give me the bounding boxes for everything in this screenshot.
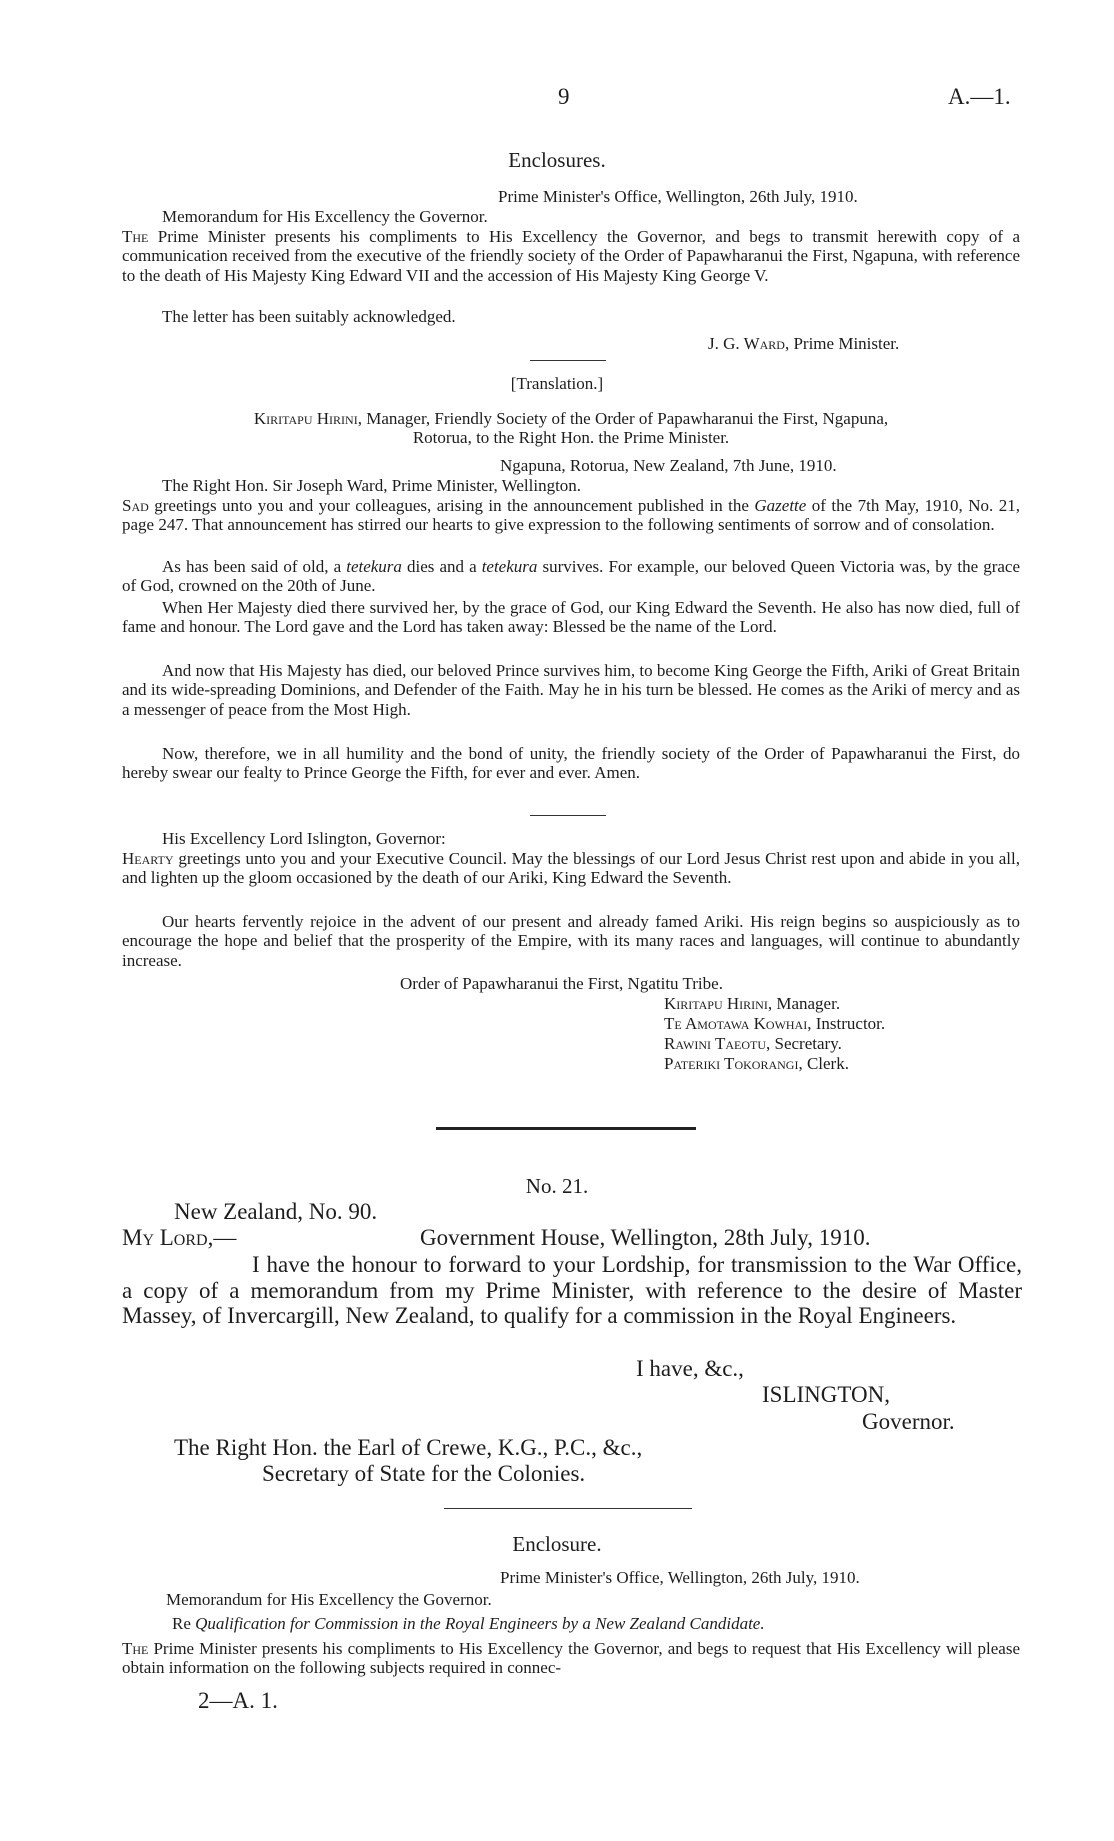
letter2-org-line: Order of Papawharanui the First, Ngatitu Tribe. — [400, 974, 723, 993]
enclosure-p1-text: Prime Minister presents his compliments to His Excellency the Governor, and begs to request that His Excellency will please obtain information on the following subjects required in connec- — [122, 1639, 1020, 1678]
signatory-name: Rawini Taeotu — [664, 1034, 767, 1053]
no21-body: I have the honour to forward to your Lordship, for transmission to the War Office, a copy of a memorandum from my Prime Minister, with reference to the desire of Master Massey, of Invercargill, New Zealand, to qualify for a commission in the Royal Engineers. — [122, 1252, 1022, 1329]
footer-signature-mark: 2—A. 1. — [198, 1688, 278, 1713]
letter2-signatory — [664, 1014, 885, 1033]
enclosure-re-line — [172, 1614, 765, 1633]
enclosures-para1-text: Prime Minister presents his compliments to His Excellency the Governor, and begs to transmit herewith copy of a communication received from the executive of the friendly society of the Order of Papawharanui the First, Ngapuna, with reference to the death of His Majesty King Edward VII and the accession of His Majesty King George V. — [122, 227, 1020, 285]
letter2-addressee: His Excellency Lord Islington, Governor: — [162, 829, 446, 848]
letter2-signatory — [664, 994, 840, 1013]
translation-paragraph-5: Now, therefore, we in all humility and the bond of unity, the friendly society of the Order of Papawharanui the First, do hereby swear our fealty to Prince George the Fifth, for ever and ever. Amen. — [122, 744, 1020, 783]
translation-addressee: The Right Hon. Sir Joseph Ward, Prime Minister, Wellington. — [162, 476, 582, 495]
signatory-role: , Secretary. — [766, 1034, 842, 1053]
enclosures-signature-name: J. G. Ward — [708, 334, 785, 353]
divider — [444, 1508, 692, 1509]
enclosure-dateline: Prime Minister's Office, Wellington, 26th July, 1910. — [500, 1568, 860, 1587]
signatory-name: Pateriki Tokorangi — [664, 1054, 799, 1073]
no21-dateline: Government House, Wellington, 28th July, 1910. — [420, 1225, 871, 1250]
translation-p1-a: greetings unto you and your colleagues, arising in the announcement published in the — [148, 496, 755, 515]
page-number: 9 — [558, 84, 570, 109]
section-divider — [436, 1127, 696, 1130]
translation-p1-b: of the 7th May, 1910, No. 21, page 247. That announcement has stirred our hearts to give expression to the following sentiments of sorrow and of consolation. — [122, 496, 1020, 535]
translation-paragraph-3: When Her Majesty died there survived her, by the grace of God, our King Edward the Seventh. He also has now died, full of fame and honour. The Lord gave and the Lord has taken away: Blessed be the name of the Lord. — [122, 598, 1020, 637]
translation-p1-lead: Sad — [122, 496, 149, 515]
translation-from-text-2: Rotorua, to the Right Hon. the Prime Minister. — [412, 428, 730, 448]
document-reference: A.—1. — [948, 84, 1011, 109]
translation-p2-c: survives. For example, our beloved Queen Victoria was, by the grace of God, crowned on the 20th of June. — [122, 557, 1020, 596]
enclosure-memo-to: Memorandum for His Excellency the Governor. — [166, 1590, 492, 1609]
signatory-name: Kiritapu Hirini — [664, 994, 768, 1013]
letter2-p1-lead: Hearty — [122, 849, 174, 868]
signatory-name: Te Amotawa Kowhai — [664, 1014, 808, 1033]
enclosures-signature — [708, 334, 899, 353]
translation-p1-gazette: Gazette — [754, 496, 807, 515]
translation-paragraph-2 — [122, 557, 1020, 596]
enclosures-paragraph-1 — [122, 227, 1020, 285]
translation-from-text-1: , Manager, Friendly Society of the Order of Papawharanui the First, Ngapuna, — [357, 409, 889, 428]
enclosure-re-lead: Re — [172, 1614, 196, 1633]
translation-p2-word2: tetekura — [481, 557, 538, 576]
enclosures-para1-lead: The — [122, 227, 149, 246]
enclosures-memo-to: Memorandum for His Excellency the Governor. — [162, 207, 488, 226]
enclosure-paragraph-1 — [122, 1639, 1020, 1678]
letter2-paragraph-1 — [122, 849, 1020, 888]
enclosure-heading: Enclosure. — [512, 1532, 602, 1556]
enclosure-re-text: Qualification for Commission in the Royal Engineers by a New Zealand Candidate. — [195, 1614, 765, 1633]
no21-heading: No. 21. — [525, 1174, 589, 1198]
no21-signer-title: Governor. — [862, 1409, 955, 1434]
enclosures-paragraph-2: The letter has been suitably acknowledged. — [162, 307, 456, 326]
letter2-signatory — [664, 1034, 842, 1053]
translation-p2-b: dies and a — [401, 557, 482, 576]
enclosures-dateline: Prime Minister's Office, Wellington, 26th July, 1910. — [498, 187, 858, 206]
translation-from-name: Kiritapu Hirini — [253, 409, 358, 428]
translation-from — [122, 409, 1020, 448]
signatory-role: , Instructor. — [807, 1014, 886, 1033]
divider — [530, 360, 606, 361]
divider — [530, 815, 606, 816]
enclosures-heading: Enclosures. — [508, 148, 606, 172]
translation-p2-word1: tetekura — [346, 557, 402, 576]
no21-signer: ISLINGTON, — [762, 1382, 890, 1407]
translation-heading: [Translation.] — [510, 374, 604, 393]
letter2-paragraph-2: Our hearts fervently rejoice in the advent of our present and already famed Ariki. His reign begins so auspiciously as to encourage the hope and belief that the prosperity of the Empire, with its many races and languages, will continue to abundantly increase. — [122, 912, 1020, 970]
signatory-role: , Manager. — [767, 994, 841, 1013]
no21-salutation: My Lord,— — [122, 1225, 237, 1250]
letter2-signatory — [664, 1054, 849, 1073]
enclosures-signature-title: , Prime Minister. — [784, 334, 900, 353]
translation-paragraph-1 — [122, 496, 1020, 535]
signatory-role: , Clerk. — [798, 1054, 849, 1073]
translation-paragraph-4: And now that His Majesty has died, our beloved Prince survives him, to become King George the Fifth, Ariki of Great Britain and its wide-spreading Dominions, and Defender of the Faith. May he in his turn be blessed. He comes as the Ariki of mercy and as a messenger of peace from the Most High. — [122, 661, 1020, 719]
enclosure-p1-lead: The — [122, 1639, 149, 1658]
no21-nz-number: New Zealand, No. 90. — [174, 1199, 378, 1224]
translation-dateline: Ngapuna, Rotorua, New Zealand, 7th June, 1910. — [500, 456, 837, 475]
no21-recipient-1: The Right Hon. the Earl of Crewe, K.G., P.C., &c., — [174, 1435, 643, 1460]
no21-closing: I have, &c., — [636, 1356, 744, 1381]
letter2-p1-text: greetings unto you and your Executive Council. May the blessings of our Lord Jesus Christ rest upon and abide in you all, and lighten up the gloom occasioned by the death of our Ariki, King Edward the Seventh. — [122, 849, 1020, 888]
no21-recipient-2: Secretary of State for the Colonies. — [262, 1461, 586, 1486]
translation-p2-a: As has been said of old, a — [162, 557, 347, 576]
